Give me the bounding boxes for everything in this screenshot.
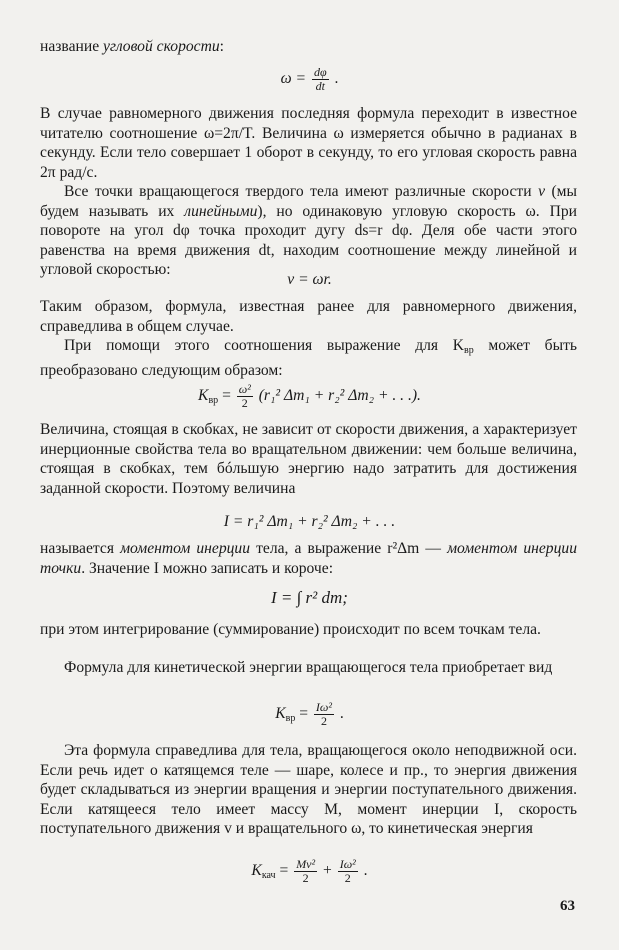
eq1-denominator: dt [315, 79, 325, 93]
eq3-fraction [237, 383, 253, 410]
eq3-equals: = [218, 387, 235, 405]
p7-c: . Значение I можно записать и короче: [81, 559, 334, 577]
formula-moment-of-inertia-sum: I = r₁² Δm₁ + r₂² Δm₂ + . . . [223, 513, 396, 530]
p5-sub: вр [464, 345, 474, 356]
eq6-end: . [336, 705, 344, 723]
p7-a: называется [40, 540, 121, 557]
eq1-fraction [312, 66, 329, 93]
eq7-numerator-2: Iω² [339, 857, 356, 871]
eq7-sub: кач [261, 870, 276, 882]
eq3-rhs: (r₁² Δm₁ + r₂² Δm₂ + . . .). [254, 387, 421, 405]
paragraph-inertia-description: Величина, стоящая в скобках, не зависит от скорости движения, а характеризует инерционные свойства тела во вращательном движении: чем больше величина, стоящая в скобках, тем бóльшую энергию надо затратить для достижения заданной скорости. Поэтому величина [40, 421, 577, 497]
p5-b: может быть преобразовано следующим образом: [40, 337, 577, 379]
eq6-denominator: 2 [320, 714, 327, 728]
eq1-end: . [330, 70, 339, 88]
eq7-numerator-1: Mv² [296, 857, 316, 871]
eq3-sub: вр [208, 395, 219, 407]
eq7-fraction-1 [294, 858, 317, 885]
paragraph-rolling-body: Эта формула справедлива для тела, вращающегося около неподвижной оси. Если речь идет о катящемся теле — шаре, колесе и пр., то энергия движения будет складываться из энергии вращения и энергии поступательного движения. Если катящееся тело имеет массу M, момент инерции I, скорость поступательного движения v и вращательного ω, то кинетическая энергия [40, 742, 577, 838]
p3-b: (мы будем называть их [40, 183, 578, 220]
paragraph-uniform-motion: В случае равномерного движения последняя формула переходит в известное читателю соотношение ω=2π/T. Величина ω измеряется обычно в радианах в секунду. Если тело совершает 1 оборот в секунду, то его угловая скорость равна 2π рад/с. [40, 105, 577, 181]
eq3-numerator: ω² [238, 382, 251, 396]
paragraph-moment-definition [40, 539, 577, 578]
formula-angular-velocity [0, 66, 619, 93]
eq1-lhs: ω = [280, 70, 310, 88]
term-point-moment: моментом инерции точки [40, 540, 577, 577]
formula-kinetic-sum [0, 383, 619, 411]
eq7-plus: + [319, 862, 336, 880]
eq7-denominator-2: 2 [344, 871, 351, 885]
eq3-denominator: 2 [241, 396, 248, 410]
term-linear: линейными [184, 202, 258, 220]
term-moment-of-inertia: моментом инерции [120, 540, 251, 557]
p5-a: При помощи этого соотношения выражение для K [64, 337, 465, 354]
eq6-equals: = [295, 705, 312, 723]
paragraph-transform [40, 336, 577, 380]
eq6-fraction [314, 701, 334, 728]
eq7-denominator-1: 2 [302, 871, 309, 885]
formula-kinetic-rotation [0, 701, 619, 729]
colon: : [219, 38, 224, 55]
intro-text: название [40, 38, 104, 55]
eq3-k: K [198, 387, 209, 405]
eq6-sub: вр [285, 713, 296, 725]
page-number: 63 [560, 898, 575, 914]
eq7-k: K [251, 862, 262, 880]
eq7-fraction-2 [338, 858, 358, 885]
eq7-equals: = [275, 862, 293, 880]
p3-a: Все точки вращающегося твердого тела имеют различные скорости [64, 183, 539, 200]
eq7-end: . [359, 862, 368, 880]
eq6-k: K [275, 705, 286, 723]
p3-v: v [538, 183, 545, 200]
paragraph-rigid-body [40, 182, 577, 280]
paragraph-conclusion: Таким образом, формула, известная ранее для равномерного движения, справедлива в общем случае. [40, 298, 577, 335]
formula-kinetic-rolling [0, 858, 619, 886]
term-angular-velocity: угловой скорости [103, 38, 220, 55]
p7-b: тела, а выражение r²Δm — [250, 540, 448, 557]
formula-integral: I = ∫ r² dm; [271, 588, 348, 607]
eq6-numerator: Iω² [315, 700, 332, 714]
paragraph-integration: при этом интегрирование (суммирование) происходит по всем точкам тела. [40, 621, 541, 638]
paragraph-kinetic-rotating: Формула для кинетической энергии вращающегося тела приобретает вид [64, 659, 553, 676]
p3-c: ), но одинаковую угловую скорость ω. При повороте на угол dφ точка проходит дугу ds=r dφ. Деля обе части этого равенства на время движения dt, находим соотношение между линейной и угловой скоростью: [40, 202, 577, 279]
intro-line [40, 37, 577, 57]
formula-v-omega-r: v = ωr. [287, 271, 332, 288]
eq1-numerator: dφ [313, 65, 327, 79]
